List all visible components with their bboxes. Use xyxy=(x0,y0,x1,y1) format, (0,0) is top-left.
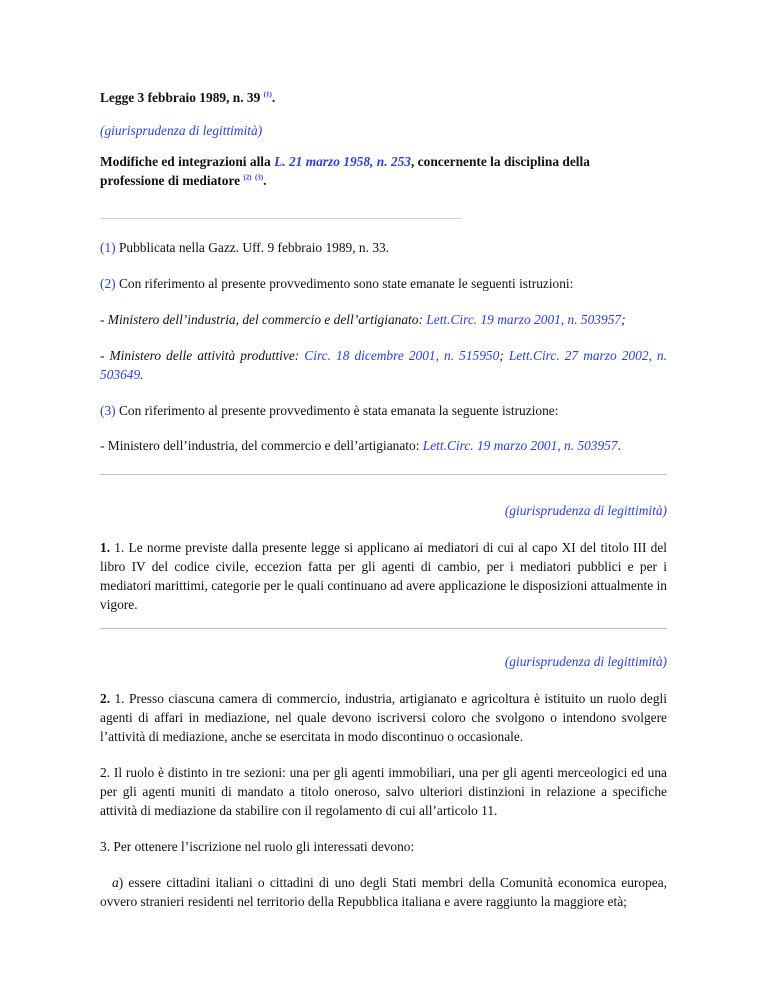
footnote-2-item-2-end: . xyxy=(140,367,144,382)
law-title-text: Legge 3 febbraio 1989, n. 39 xyxy=(100,90,261,105)
footnote-ref-1[interactable]: (1) xyxy=(263,90,272,99)
lett-circ-503957-link-2[interactable]: Lett.Circ. 19 marzo 2001, n. 503957 xyxy=(422,438,618,453)
article-2-paragraph-3 xyxy=(100,837,667,856)
article-2-giurisprudenza xyxy=(100,652,667,671)
giurisprudenza-link-top xyxy=(100,121,667,140)
footnote-2-item-1-end: ; xyxy=(621,312,626,327)
footnote-divider xyxy=(100,218,462,219)
lett-circ-503957-link[interactable]: Lett.Circ. 19 marzo 2001, n. 503957 xyxy=(426,312,622,327)
law-title xyxy=(100,88,667,107)
subtitle-part2: , concernente la disciplina della xyxy=(410,154,590,169)
footnote-2-label[interactable]: (2) xyxy=(100,276,116,291)
article-1 xyxy=(100,538,667,614)
law-title-end: . xyxy=(271,90,276,105)
footnote-ref-2[interactable]: (2) xyxy=(243,173,252,182)
footnote-ref-3[interactable]: (3) xyxy=(255,173,264,182)
article-1-giurisprudenza xyxy=(100,501,667,520)
article-2-paragraph-1 xyxy=(100,689,667,746)
article-1-number: 1. xyxy=(100,540,111,555)
article-2-number: 2. xyxy=(100,691,111,706)
article-2-p1-text: 1. Presso ciascuna camera di commercio, industria, artigianato e agricoltura è istituito un ruolo degli agenti di affari in mediazione, nel quale devono iscriversi coloro che svolgono o intendono svolgere l’attività di mediazione, anche se esercitata in modo discontinuo o occasionale. xyxy=(100,691,667,744)
section-divider-1 xyxy=(100,474,667,475)
law-reference-link[interactable]: L. 21 marzo 1958, n. 253 xyxy=(274,154,411,169)
footnote-1-text: Pubblicata nella Gazz. Uff. 9 febbraio 1989, n. 33. xyxy=(115,240,390,255)
article-2-giurisprudenza-link[interactable]: (giurisprudenza di legittimità) xyxy=(504,654,667,669)
subtitle-end: . xyxy=(263,173,267,188)
subtitle-part3: professione di mediatore xyxy=(100,173,241,188)
article-2-p2-text: 2. Il ruolo è distinto in tre sezioni: una per gli agenti immobiliari, una per gli agenti merceologici ed una per gli agenti muniti di mandato a titolo oneroso, salvo ulteriori distinzioni in relazione a specifiche attività di mediazione da stabilire con il regolamento di cui all’articolo 11. xyxy=(100,765,667,818)
footnote-2-item-1 xyxy=(100,310,667,329)
subtitle-part1: Modifiche ed integrazioni alla xyxy=(100,154,271,169)
article-2-item-a xyxy=(100,873,667,911)
footnote-2-item-2 xyxy=(100,346,667,384)
article-2-item-a-text: ) essere cittadini italiani o cittadini di uno degli Stati membri della Comunità economica europea, ovvero stranieri residenti nel territorio della Repubblica italiana e avere raggiunto la maggiore età; xyxy=(100,875,667,909)
article-2-p3-text: 3. Per ottenere l’iscrizione nel ruolo gli interessati devono: xyxy=(100,839,415,854)
article-1-giurisprudenza-link[interactable]: (giurisprudenza di legittimità) xyxy=(504,503,667,518)
footnote-2 xyxy=(100,274,667,293)
footnote-2-item-2-prefix: - Ministero delle attività produttive: xyxy=(100,348,300,363)
section-divider-2 xyxy=(100,628,667,629)
article-1-text: 1. Le norme previste dalla presente legge si applicano ai mediatori di cui al capo XI del titolo III del libro IV del codice civile, eccezion fatta per gli agenti di cambio, per i mediatori pubblici e per i mediatori marittimi, categorie per le quali continuano ad avere applicazione le disposizioni attualmente in vigore. xyxy=(100,540,667,612)
article-2-paragraph-2 xyxy=(100,763,667,820)
footnote-3-item-1 xyxy=(100,436,667,455)
footnote-1 xyxy=(100,238,667,257)
footnote-3-item-1-prefix: - Ministero dell’industria, del commercio e dell’artigianato: xyxy=(100,438,420,453)
law-subtitle xyxy=(100,152,667,190)
lett-circ-503649-link[interactable]: Lett.Circ. 27 marzo 2002, n. 503649 xyxy=(100,348,667,382)
footnote-1-label[interactable]: (1) xyxy=(100,240,116,255)
footnote-2-item-1-prefix: - Ministero dell’industria, del commercio e dell’artigianato: xyxy=(100,312,423,327)
footnote-3-text: Con riferimento al presente provvedimento è stata emanata la seguente istruzione: xyxy=(115,403,559,418)
footnote-2-text: Con riferimento al presente provvedimento sono state emanate le seguenti istruzioni: xyxy=(115,276,574,291)
circ-515950-link[interactable]: Circ. 18 dicembre 2001, n. 515950 xyxy=(304,348,500,363)
footnote-3-label[interactable]: (3) xyxy=(100,403,116,418)
footnote-2-item-2-sep: ; xyxy=(499,348,504,363)
article-2-item-a-letter: a xyxy=(112,875,119,890)
giurisprudenza-link[interactable]: (giurisprudenza di legittimità) xyxy=(100,123,263,138)
footnote-3-item-1-end: . xyxy=(617,438,621,453)
footnote-3 xyxy=(100,401,667,420)
